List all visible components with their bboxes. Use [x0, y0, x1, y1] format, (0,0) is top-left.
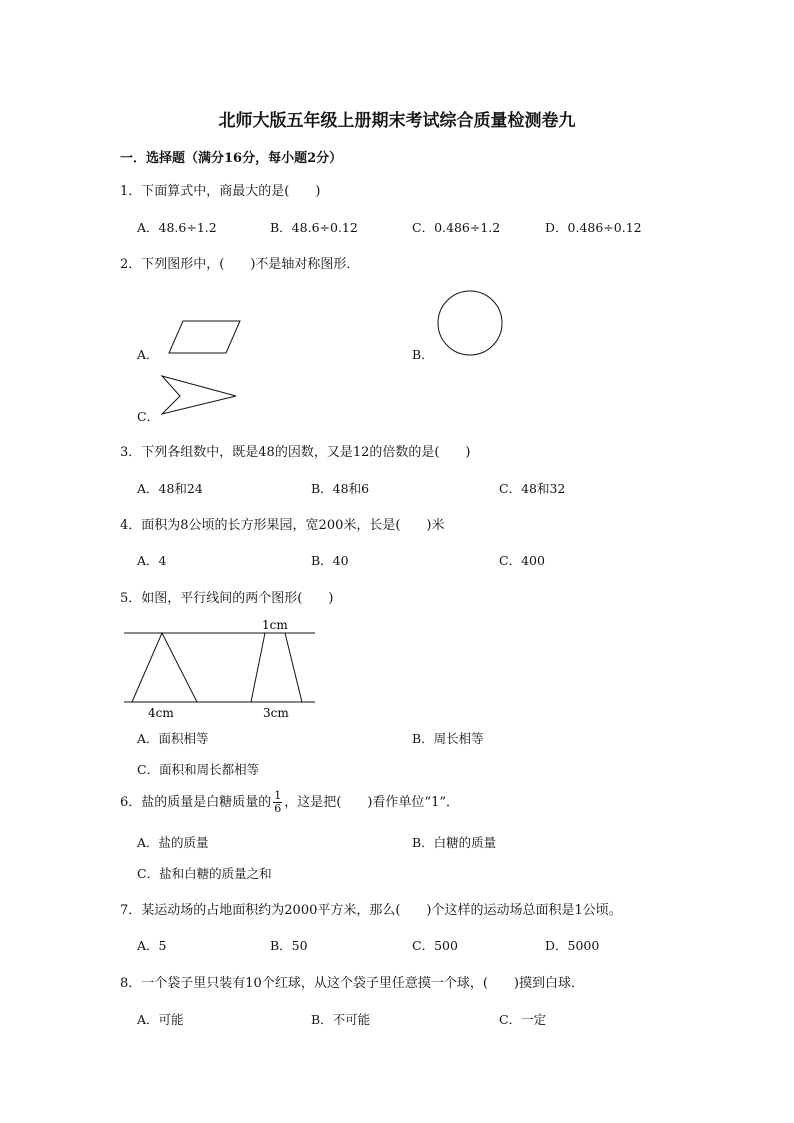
q2-option-a: A． [137, 347, 159, 362]
circle-figure [435, 288, 505, 358]
triangle-base-label: 4cm [148, 706, 174, 720]
q5-option-a: A．面积相等 [137, 731, 209, 746]
q8-option-a: A．可能 [137, 1012, 184, 1027]
question-7: 7．某运动场的占地面积约为2000平方米，那么( )个这样的运动场总面积是1公顷。 [120, 903, 622, 918]
fraction-one-sixth: $\frac{1}{6}$ [274, 789, 282, 815]
q6-option-a: A．盐的质量 [137, 835, 209, 850]
q8-option-c: C．一定 [499, 1012, 547, 1027]
q6-option-b: B．白糖的质量 [412, 835, 497, 850]
q7-option-d: D．5000 [545, 938, 600, 953]
q3-option-a: A．48和24 [137, 481, 203, 496]
q5-option-b: B．周长相等 [412, 731, 484, 746]
q1-option-c: C．0.486÷1.2 [412, 220, 501, 235]
q4-option-b: B．40 [311, 553, 349, 568]
q1-option-b: B．48.6÷0.12 [270, 220, 358, 235]
trapezoid-base-label: 3cm [263, 706, 289, 720]
arrowhead-figure [158, 372, 240, 418]
parallelogram-figure [166, 318, 246, 358]
q8-option-b: B．不可能 [311, 1012, 371, 1027]
q7-option-c: C．500 [412, 938, 458, 953]
parallel-lines-figure [118, 614, 323, 724]
section-heading: 一．选择题（满分16分，每小题2分） [120, 151, 343, 166]
q4-option-a: A．4 [137, 553, 167, 568]
question-5: 5．如图，平行线间的两个图形( ) [120, 591, 334, 606]
question-3: 3．下列各组数中，既是48的因数，又是12的倍数的是( ) [120, 445, 471, 460]
question-6 [120, 790, 459, 815]
question-8: 8．一个袋子里只装有10个红球，从这个袋子里任意摸一个球，( )摸到白球． [120, 976, 584, 991]
q6-stem-end: ，这是把( )看作单位“1”． [284, 795, 459, 810]
q6-option-c: C．盐和白糖的质量之和 [137, 866, 272, 881]
q3-option-c: C．48和32 [499, 481, 566, 496]
q4-option-c: C．400 [499, 553, 545, 568]
q1-option-a: A．48.6÷1.2 [137, 220, 217, 235]
q6-stem-start: 6．盐的质量是白糖质量的 [120, 795, 272, 810]
q7-option-b: B．50 [270, 938, 308, 953]
q1-option-d: D．0.486÷0.12 [545, 220, 642, 235]
question-2: 2．下列图形中，( )不是轴对称图形． [120, 257, 360, 272]
page-title: 北师大版五年级上册期末考试综合质量检测卷九 [218, 111, 576, 131]
q2-option-b: B． [412, 347, 434, 362]
top-side-label: 1cm [262, 618, 288, 632]
question-1: 1．下面算式中，商最大的是( ) [120, 184, 321, 199]
q2-option-c: C． [137, 409, 160, 424]
q7-option-a: A．5 [137, 938, 167, 953]
q5-option-c: C．面积和周长都相等 [137, 762, 260, 777]
q3-option-b: B．48和6 [311, 481, 370, 496]
question-4: 4．面积为8公顷的长方形果园，宽200米，长是( )米 [120, 518, 445, 533]
